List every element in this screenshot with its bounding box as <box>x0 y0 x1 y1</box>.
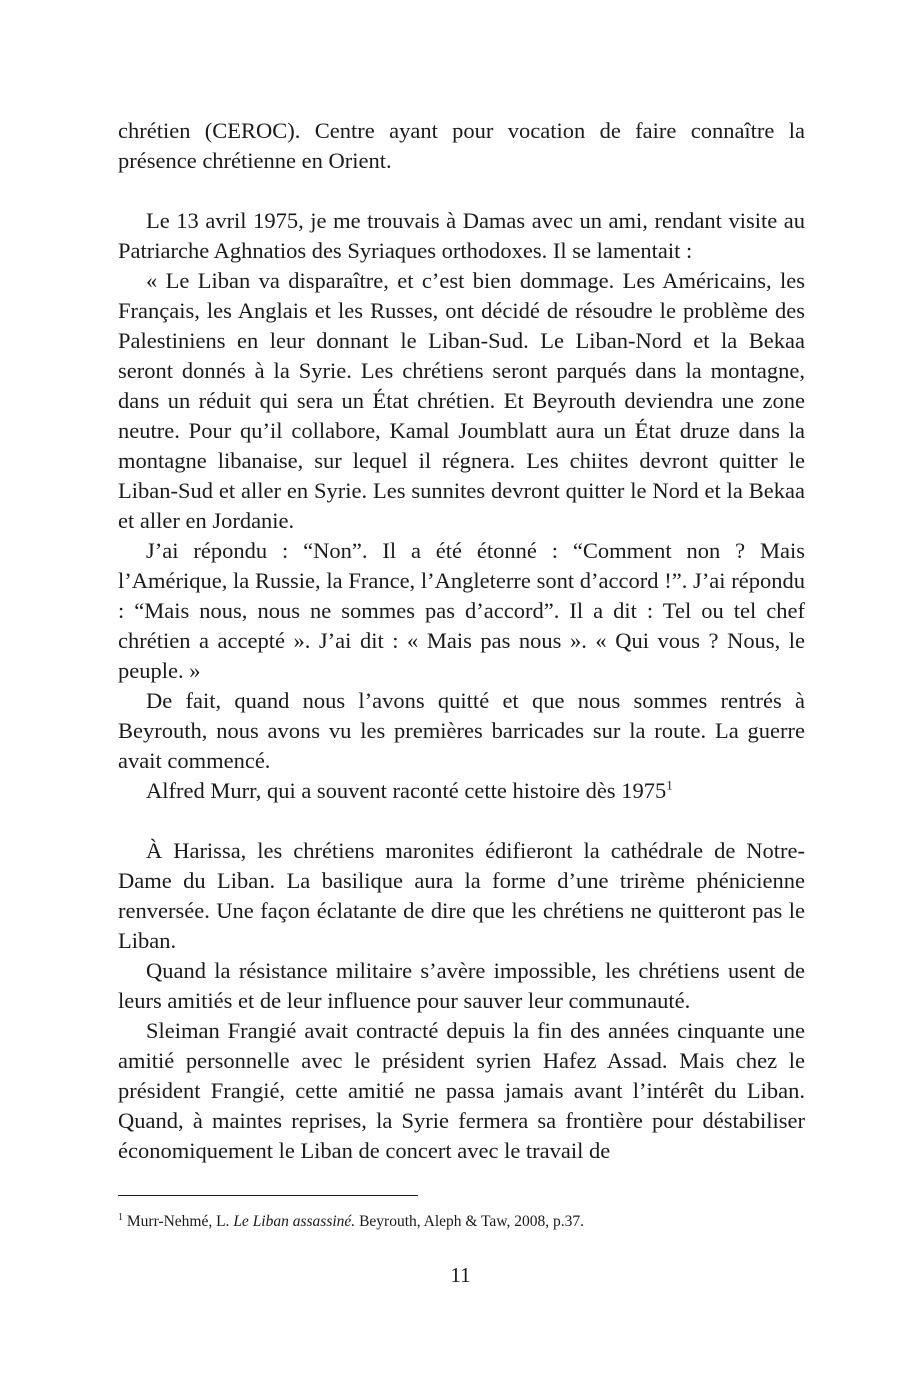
footnote-author: Murr-Nehmé, L. <box>126 1213 230 1230</box>
footnote-details: Beyrouth, Aleph & Taw, 2008, p.37. <box>359 1213 585 1230</box>
paragraph-reponse: J’ai répondu : “Non”. Il a été étonné : “Comment non ? Mais l’Amérique, la Russie, la France, l’Angleterre sont d’accord !”. J’ai répondu : “Mais nous, nous ne sommes pas d’accord”. Il a dit : Tel ou tel chef chrétien a accepté ». J’ai dit : « Mais pas nous ». « Qui vous ? Nous, le peuple. » <box>118 538 805 683</box>
section-gap <box>118 176 805 206</box>
footnote-reference: 1 <box>666 777 673 793</box>
footnote-mark: 1 <box>118 1211 123 1223</box>
footnote-divider <box>118 1195 418 1196</box>
paragraph-harissa: À Harissa, les chrétiens maronites édifieront la cathédrale de Notre-Dame du Liban. La basilique aura la forme d’une trirème phénicienne renversée. Une façon éclatante de dire que les chrétiens ne quitteront pas le Liban. <box>118 838 805 953</box>
footnote-title: Le Liban assassiné. <box>233 1213 356 1230</box>
paragraph-damas: Le 13 avril 1975, je me trouvais à Damas avec un ami, rendant visite au Patriarche Aghnatios des Syriaques orthodoxes. Il se lamentait : <box>118 208 805 263</box>
page-body <box>118 116 805 1166</box>
paragraph-frangie: Sleiman Frangié avait contracté depuis la fin des années cinquante une amitié personnelle avec le président syrien Hafez Assad. Mais chez le président Frangié, cette amitié ne passa jamais avant l’intérêt du Liban. Quand, à maintes reprises, la Syrie fermera sa frontière pour déstabiliser économiquement le Liban de concert avec le travail de <box>118 1018 805 1163</box>
paragraph-barricades: De fait, quand nous l’avons quitté et que nous sommes rentrés à Beyrouth, nous avons vu les premières barricades sur la route. La guerre avait commencé. <box>118 688 805 773</box>
page-number: 11 <box>450 1263 471 1287</box>
footnote <box>118 1212 805 1232</box>
paragraph-quote-liban: « Le Liban va disparaître, et c’est bien dommage. Les Américains, les Français, les Anglais et les Russes, ont décidé de résoudre le problème des Palestiniens en leur donnant le Liban-Sud. Le Liban-Nord et la Bekaa seront donnés à la Syrie. Les chrétiens seront parqués dans la montagne, dans un réduit qui sera un État chrétien. Et Beyrouth deviendra une zone neutre. Pour qu’il collabore, Kamal Joumblatt aura un État druze dans la montagne libanaise, sur lequel il régnera. Les chiites devront quitter le Liban-Sud et aller en Syrie. Les sunnites devront quitter le Nord et la Bekaa et aller en Jordanie. <box>118 268 805 533</box>
paragraph-resistance: Quand la résistance militaire s’avère impossible, les chrétiens usent de leurs amitiés et de leur influence pour sauver leur communauté. <box>118 958 805 1013</box>
attribution-text: Alfred Murr, qui a souvent raconté cette histoire dès 1975 <box>146 778 667 803</box>
section-gap <box>118 806 805 836</box>
paragraph-attribution <box>118 776 805 806</box>
paragraph-continuation: chrétien (CEROC). Centre ayant pour vocation de faire connaître la présence chrétienne en Orient. <box>118 118 805 173</box>
